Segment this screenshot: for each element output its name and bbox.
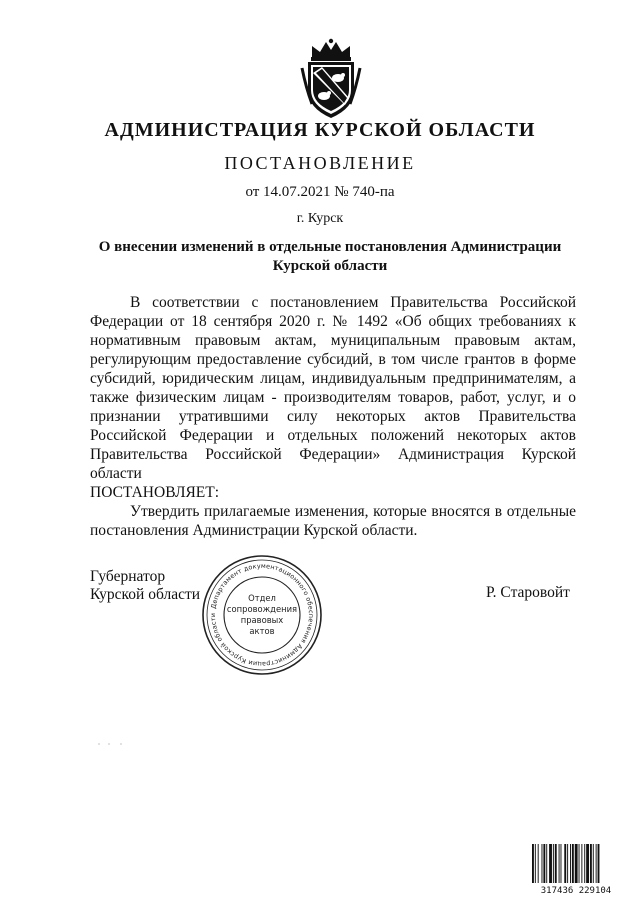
signatory-position-line-1: Губернатор bbox=[90, 568, 166, 585]
document-type: ПОСТАНОВЛЕНИЕ bbox=[224, 153, 416, 173]
barcode-bar bbox=[572, 844, 574, 884]
barcode-bar bbox=[559, 844, 560, 884]
document-city: г. Курск bbox=[296, 211, 344, 226]
signatory-position bbox=[90, 568, 200, 604]
stamp-ring-text: Департамент документационного обеспечения Администрации Курской области bbox=[208, 561, 316, 669]
stamp-line-1: Отдел bbox=[248, 593, 276, 603]
barcode-bar bbox=[549, 844, 552, 884]
barcode-bar bbox=[584, 844, 585, 884]
barcode-bar bbox=[532, 844, 534, 884]
barcode bbox=[531, 843, 621, 895]
barcode-bar bbox=[575, 844, 578, 884]
subject-line-1: О внесении изменений в отдельные постановления Администрации bbox=[98, 239, 562, 255]
barcode-bar bbox=[543, 844, 545, 884]
barcode-bar bbox=[570, 844, 571, 884]
barcode-bar bbox=[553, 844, 554, 884]
barcode-bar bbox=[567, 844, 568, 884]
subject-line-2: Курской области bbox=[272, 258, 388, 274]
signatory-position-line-2: Курской области bbox=[90, 586, 201, 603]
barcode-bar bbox=[535, 844, 536, 884]
barcode-bar bbox=[538, 844, 539, 884]
barcode-bar bbox=[581, 844, 582, 884]
signatory-name: Р. Старовойт bbox=[486, 584, 570, 601]
department-stamp bbox=[200, 553, 324, 677]
kursk-coat-of-arms-icon bbox=[300, 38, 362, 120]
barcode-bar bbox=[593, 844, 594, 884]
barcode-number: 317436 229104 bbox=[540, 886, 612, 895]
body-paragraph-1: В соответствии с постановлением Правительства Российской Федерации от 18 сентября 2020 г. № 1492 «Об общих требованиях к нормативным правовым актам, муниципальным правовым актам, регулирующим предоставление субсидий, в том числе грантов в форме субсидий, юридическим лицам, индивидуальным предпринимателям, а также физическим лицам - производителям товаров, работ, услуг, и о признании утратившими силу некоторых актов Правительства Российской Федерации и отдельных положений некоторых актов Правительства Российской Федерации» Администрация Курской области bbox=[90, 294, 576, 482]
scan-specks bbox=[97, 742, 127, 746]
stamp-line-3: правовых bbox=[240, 615, 284, 625]
barcode-bar bbox=[596, 844, 597, 884]
stamp-line-4: актов bbox=[249, 626, 275, 636]
barcode-bar bbox=[579, 844, 580, 884]
barcode-bar bbox=[561, 844, 562, 884]
barcode-bar bbox=[555, 844, 557, 884]
barcode-bar bbox=[564, 844, 566, 884]
body-paragraph-1-end: ПОСТАНОВЛЯЕТ: bbox=[90, 484, 220, 501]
document-subject bbox=[80, 238, 580, 276]
barcode-bar bbox=[590, 844, 592, 884]
barcode-bar bbox=[598, 844, 600, 884]
body-paragraph-2: Утвердить прилагаемые изменения, которые вносятся в отдельные постановления Администрации Курской области. bbox=[90, 503, 576, 539]
document-date-number: от 14.07.2021 № 740-па bbox=[245, 184, 395, 200]
barcode-bar bbox=[586, 844, 589, 884]
organization-title: АДМИНИСТРАЦИЯ КУРСКОЙ ОБЛАСТИ bbox=[104, 119, 536, 141]
document-body bbox=[90, 293, 576, 540]
barcode-bar bbox=[542, 844, 543, 884]
stamp-line-2: сопровождения bbox=[226, 604, 298, 614]
barcode-bar bbox=[546, 844, 547, 884]
